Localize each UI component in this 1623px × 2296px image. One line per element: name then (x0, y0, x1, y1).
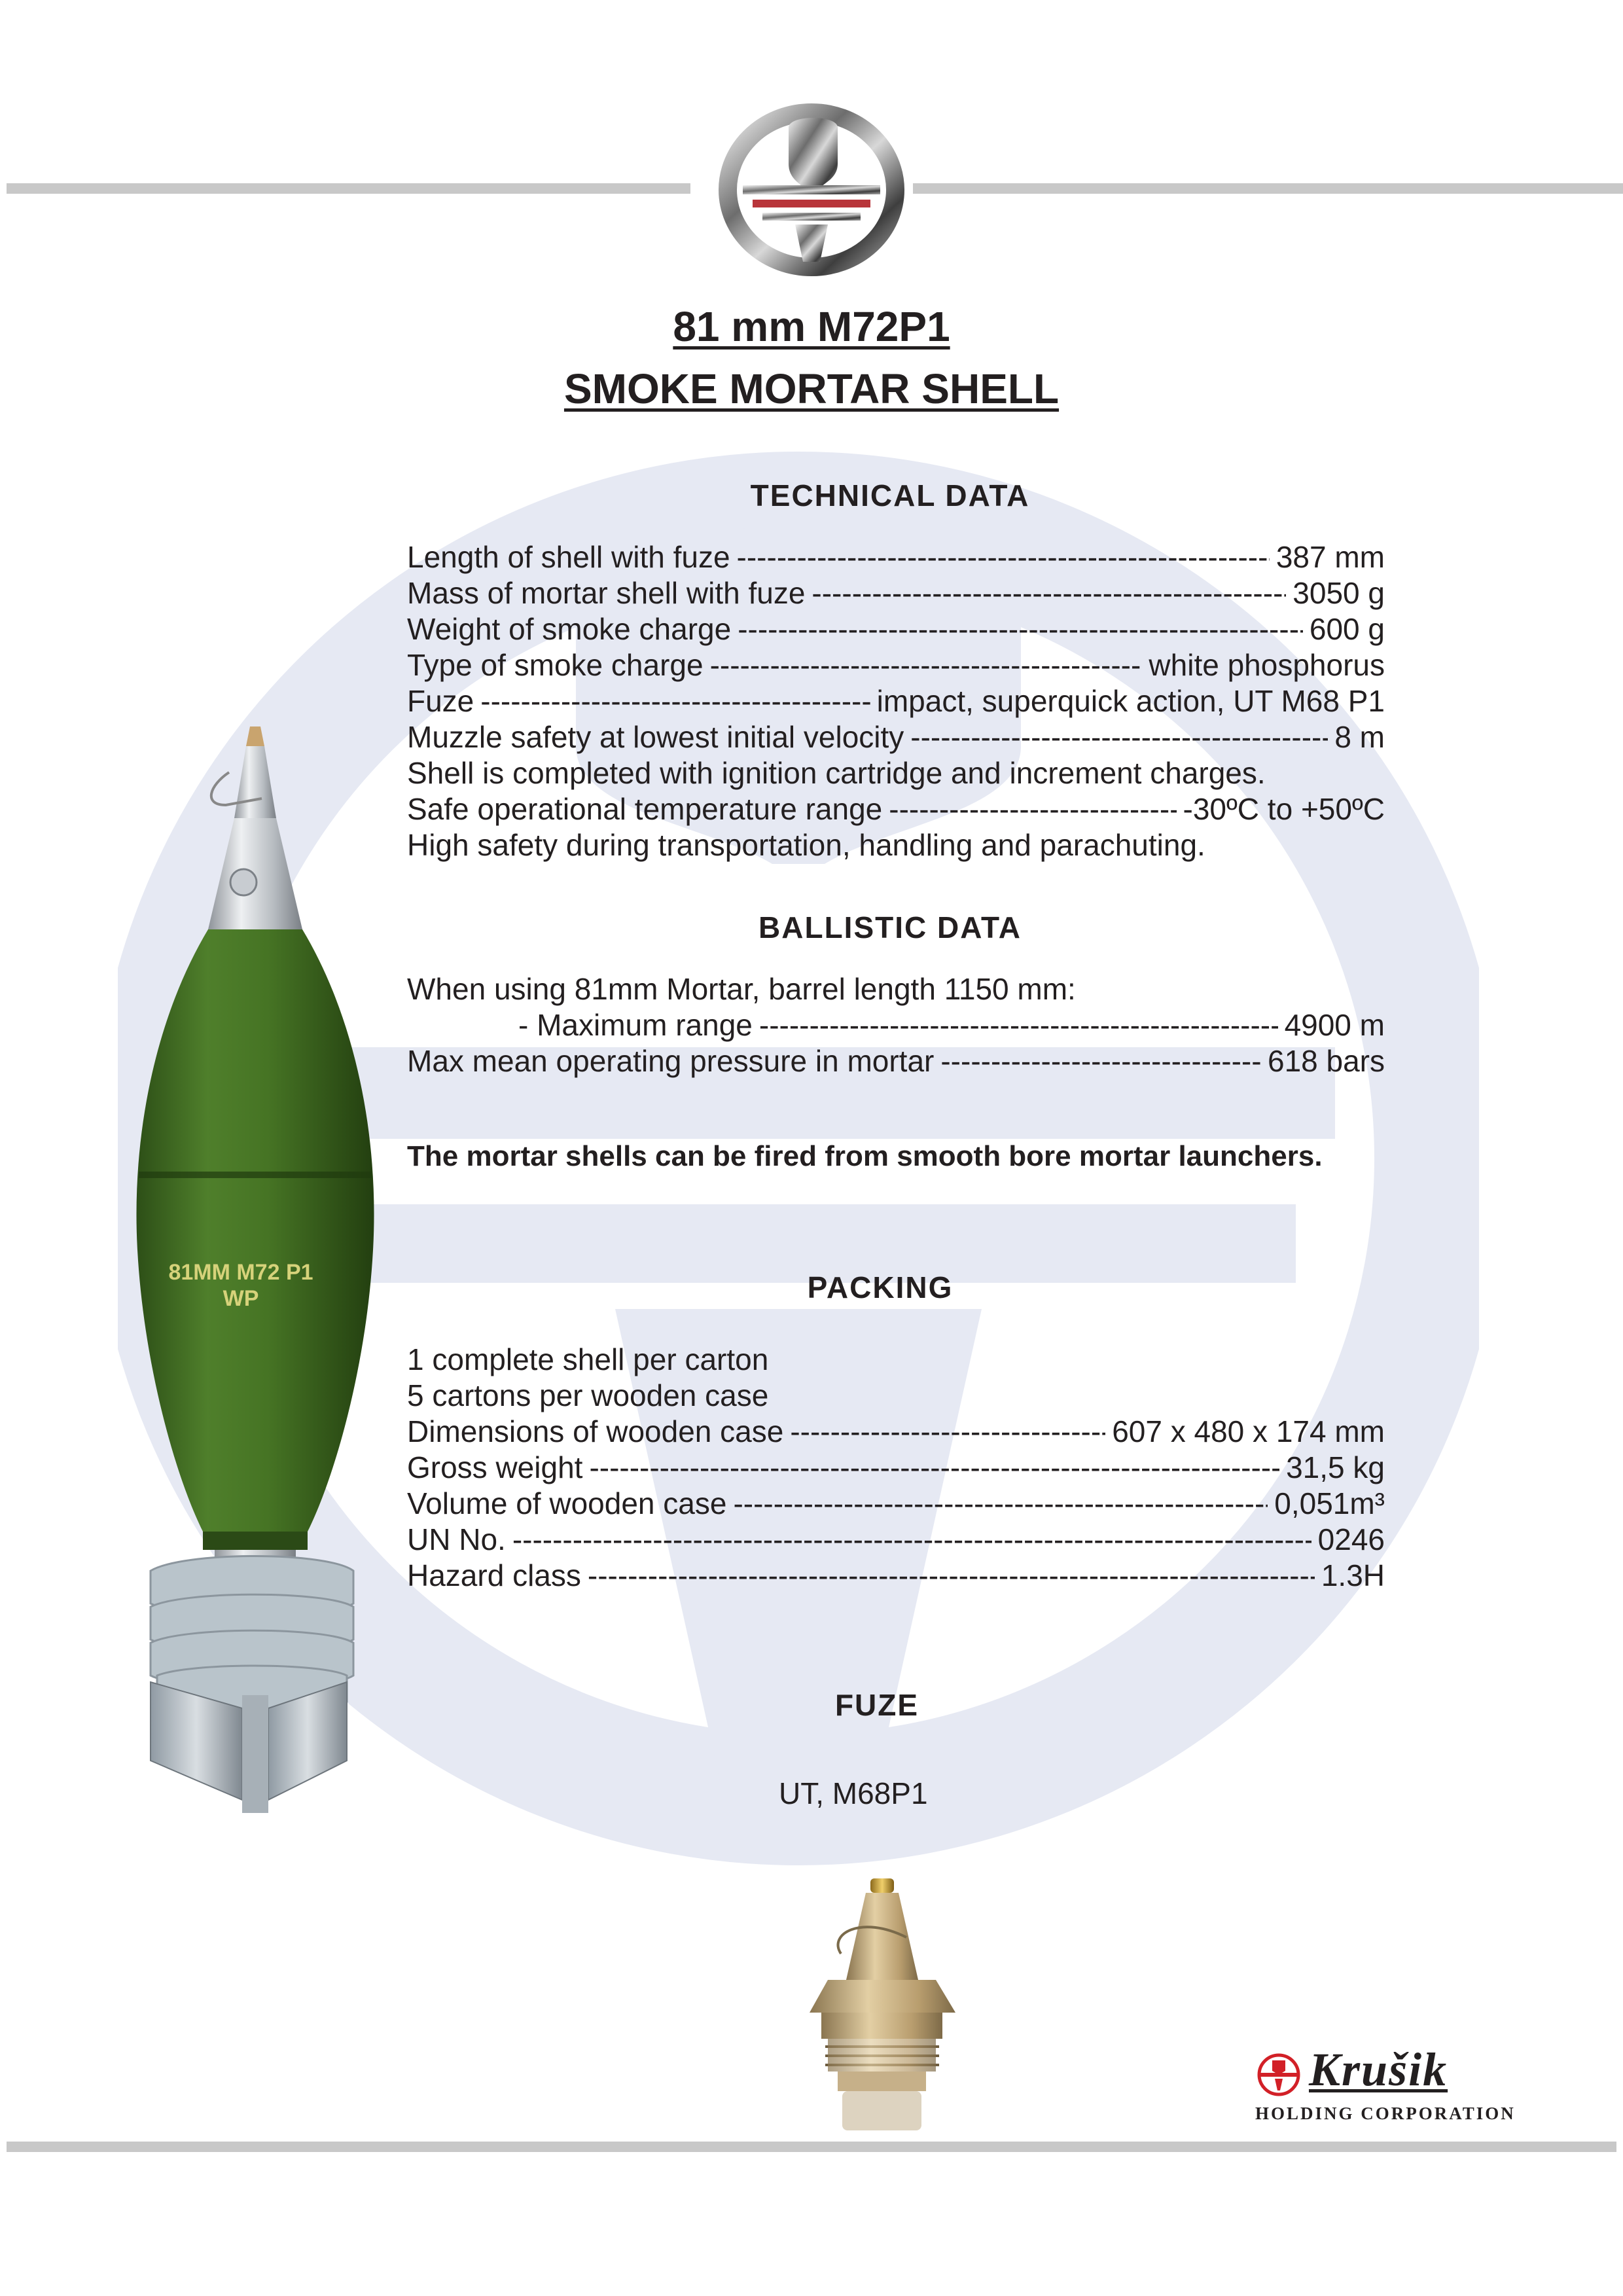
packing-line-case: 5 cartons per wooden case (407, 1378, 769, 1412)
spec-row-length (407, 539, 1385, 575)
ballistic-label: - Maximum range (518, 1008, 753, 1042)
title-line-2: SMOKE MORTAR SHELL (563, 365, 1060, 412)
spec-value: 8 m (1334, 720, 1385, 754)
packing-value: 607 x 480 x 174 mm (1112, 1414, 1385, 1448)
packing-row-hazard-class (407, 1558, 1385, 1594)
spec-row-mass (407, 575, 1385, 611)
packing-row-dimensions (407, 1414, 1385, 1450)
ballistic-data-heading: BALLISTIC DATA (758, 910, 1022, 944)
spec-row-smoke-type (407, 647, 1385, 683)
dash-leader (733, 1486, 1268, 1522)
ballistic-value: 4900 m (1284, 1008, 1385, 1042)
spec-value: impact, superquick action, UT M68 P1 (876, 684, 1385, 718)
packing-label: Volume of wooden case (407, 1486, 727, 1520)
packing-row-gross-weight (407, 1450, 1385, 1486)
dash-leader (790, 1414, 1105, 1450)
brand-subtitle: HOLDING CORPORATION (1255, 2104, 1516, 2123)
packing-list (407, 1342, 1385, 1594)
spec-row-smoke-weight (407, 611, 1385, 647)
packing-row-volume (407, 1486, 1385, 1522)
spec-label: Mass of mortar shell with fuze (407, 576, 806, 610)
spec-label: Muzzle safety at lowest initial velocity (407, 720, 904, 754)
spec-note-completion: Shell is completed with ignition cartridge and increment charges. (407, 756, 1266, 790)
spec-label: Weight of smoke charge (407, 612, 732, 646)
bottom-rule (7, 2142, 1616, 2152)
fuze-value: UT, M68P1 (779, 1776, 928, 1810)
brand-name: Krušik (1309, 2043, 1448, 2096)
ballistic-intro: When using 81mm Mortar, barrel length 1150 mm: (407, 972, 1076, 1006)
spec-row-muzzle-safety (407, 719, 1385, 755)
technical-data-list (407, 539, 1385, 863)
dash-leader (940, 1043, 1261, 1079)
dash-leader (710, 647, 1143, 683)
packing-value: 31,5 kg (1286, 1450, 1385, 1484)
spec-label: Type of smoke charge (407, 648, 704, 682)
launcher-note: The mortar shells can be fired from smooth bore mortar launchers. (407, 1140, 1323, 1172)
packing-value: 0,051m³ (1274, 1486, 1385, 1520)
spec-label: Safe operational temperature range (407, 792, 883, 826)
dash-leader (889, 791, 1176, 827)
packing-label: Dimensions of wooden case (407, 1414, 784, 1448)
ballistic-data-list (407, 971, 1385, 1079)
ballistic-label: Max mean operating pressure in mortar (407, 1044, 935, 1078)
spec-value: 600 g (1309, 612, 1385, 646)
dash-leader (589, 1450, 1279, 1486)
spec-label: Fuze (407, 684, 474, 718)
top-rule-right (913, 183, 1623, 194)
spec-row-fuze (407, 683, 1385, 719)
brand-logo (1255, 2043, 1524, 2122)
spec-value: -30ºC to +50ºC (1183, 792, 1385, 826)
fuze-heading: FUZE (834, 1688, 919, 1722)
packing-line-carton: 1 complete shell per carton (407, 1342, 769, 1376)
dash-leader (588, 1558, 1315, 1594)
ballistic-value: 618 bars (1267, 1044, 1385, 1078)
mortar-shell-image (131, 713, 380, 1826)
spec-value: 387 mm (1275, 540, 1385, 574)
fuze-image (802, 1875, 962, 2140)
dash-leader (480, 683, 870, 719)
packing-label: Hazard class (407, 1558, 581, 1592)
shell-marking-line-2: WP (223, 1286, 259, 1311)
ballistic-row-pressure (407, 1043, 1385, 1079)
packing-heading: PACKING (807, 1270, 954, 1304)
packing-label: Gross weight (407, 1450, 583, 1484)
brand-emblem-icon (1255, 2051, 1302, 2098)
packing-value: 1.3H (1321, 1558, 1385, 1592)
dash-leader (812, 575, 1286, 611)
packing-value: 0246 (1317, 1522, 1385, 1556)
company-logo-emblem (717, 101, 906, 278)
spec-label: Length of shell with fuze (407, 540, 730, 574)
dash-leader (737, 539, 1270, 575)
dash-leader (910, 719, 1328, 755)
spec-row-temperature (407, 791, 1385, 827)
dash-leader (512, 1522, 1311, 1558)
packing-row-un-number (407, 1522, 1385, 1558)
spec-note-safety: High safety during transportation, handling and parachuting. (407, 828, 1205, 862)
technical-data-heading: TECHNICAL DATA (750, 478, 1030, 512)
shell-marking-line-1: 81MM M72 P1 (168, 1260, 313, 1285)
spec-value: white phosphorus (1149, 648, 1385, 682)
ballistic-row-range (407, 1007, 1385, 1043)
top-rule-left (7, 183, 690, 194)
dash-leader (738, 611, 1303, 647)
dash-leader (759, 1007, 1278, 1043)
packing-label: UN No. (407, 1522, 506, 1556)
spec-value: 3050 g (1293, 576, 1385, 610)
title-line-1: 81 mm M72P1 (673, 303, 950, 350)
